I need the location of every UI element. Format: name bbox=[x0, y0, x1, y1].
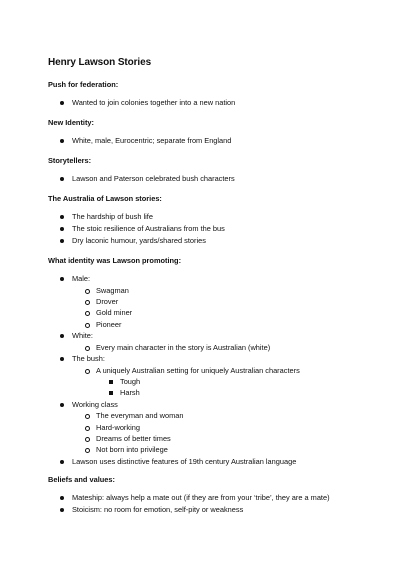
section-heading-australia: The Australia of Lawson stories: bbox=[48, 194, 162, 203]
bullet-dot-icon bbox=[60, 212, 64, 221]
bullet-dot-icon bbox=[60, 174, 64, 183]
list-item: Dry laconic humour, yards/shared stories bbox=[72, 236, 206, 245]
section-heading-identity: What identity was Lawson promoting: bbox=[48, 256, 182, 265]
bullet-dot-icon bbox=[60, 98, 64, 107]
bullet-circle-icon bbox=[85, 320, 90, 329]
list-item: Lawson uses distinctive features of 19th century Australian language bbox=[72, 457, 297, 466]
bullet-circle-icon bbox=[85, 308, 90, 317]
sub-list-item: Hard-working bbox=[96, 423, 140, 432]
sub-list-item: Dreams of better times bbox=[96, 434, 171, 443]
list-item: Working class bbox=[72, 400, 118, 409]
list-item: Lawson and Paterson celebrated bush characters bbox=[72, 174, 235, 183]
sub-list-item: Gold miner bbox=[96, 308, 133, 317]
list-item: White, male, Eurocentric; separate from England bbox=[72, 136, 232, 145]
sub-sub-list-item: Harsh bbox=[120, 388, 140, 397]
list-item: Wanted to join colonies together into a new nation bbox=[72, 98, 236, 107]
bullet-circle-icon bbox=[85, 286, 90, 295]
bullet-circle-icon bbox=[85, 445, 90, 454]
list-item: The bush: bbox=[72, 354, 105, 363]
bullet-dot-icon bbox=[60, 400, 64, 409]
list-item: White: bbox=[72, 331, 93, 340]
bullet-dot-icon bbox=[60, 236, 64, 245]
sub-list-item: The everyman and woman bbox=[96, 411, 184, 420]
list-item: The hardship of bush life bbox=[72, 212, 153, 221]
list-item: Stoicism: no room for emotion, self-pity or weakness bbox=[72, 505, 244, 514]
section-heading-federation: Push for federation: bbox=[48, 80, 119, 89]
sub-list-item: Drover bbox=[96, 297, 119, 306]
section-heading-beliefs: Beliefs and values: bbox=[48, 475, 115, 484]
sub-list-item: Swagman bbox=[96, 286, 129, 295]
bullet-circle-icon bbox=[85, 366, 90, 375]
bullet-dot-icon bbox=[60, 493, 64, 502]
bullet-dot-icon bbox=[60, 274, 64, 283]
bullet-circle-icon bbox=[85, 411, 90, 420]
bullet-dot-icon bbox=[60, 136, 64, 145]
document-title: Henry Lawson Stories bbox=[48, 57, 152, 68]
sub-list-item: Pioneer bbox=[96, 320, 122, 329]
bullet-dot-icon bbox=[60, 331, 64, 340]
sub-sub-list-item: Tough bbox=[120, 377, 141, 386]
bullet-circle-icon bbox=[85, 423, 90, 432]
section-heading-storytellers: Storytellers: bbox=[48, 156, 92, 165]
bullet-square-icon bbox=[109, 377, 113, 386]
bullet-dot-icon bbox=[60, 354, 64, 363]
bullet-dot-icon bbox=[60, 457, 64, 466]
sub-list-item: Every main character in the story is Australian (white) bbox=[96, 343, 271, 352]
bullet-circle-icon bbox=[85, 434, 90, 443]
sub-list-item: Not born into privilege bbox=[96, 445, 168, 454]
bullet-dot-icon bbox=[60, 224, 64, 233]
bullet-circle-icon bbox=[85, 297, 90, 306]
bullet-square-icon bbox=[109, 388, 113, 397]
bullet-dot-icon bbox=[60, 505, 64, 514]
section-heading-new-identity: New Identity: bbox=[48, 118, 94, 127]
sub-list-item: A uniquely Australian setting for uniquely Australian characters bbox=[96, 366, 300, 375]
bullet-circle-icon bbox=[85, 343, 90, 352]
list-item: Male: bbox=[72, 274, 91, 283]
list-item: The stoic resilience of Australians from the bus bbox=[72, 224, 225, 233]
list-item: Mateship: always help a mate out (if they are from your ‘tribe’, they are a mate) bbox=[72, 493, 330, 502]
